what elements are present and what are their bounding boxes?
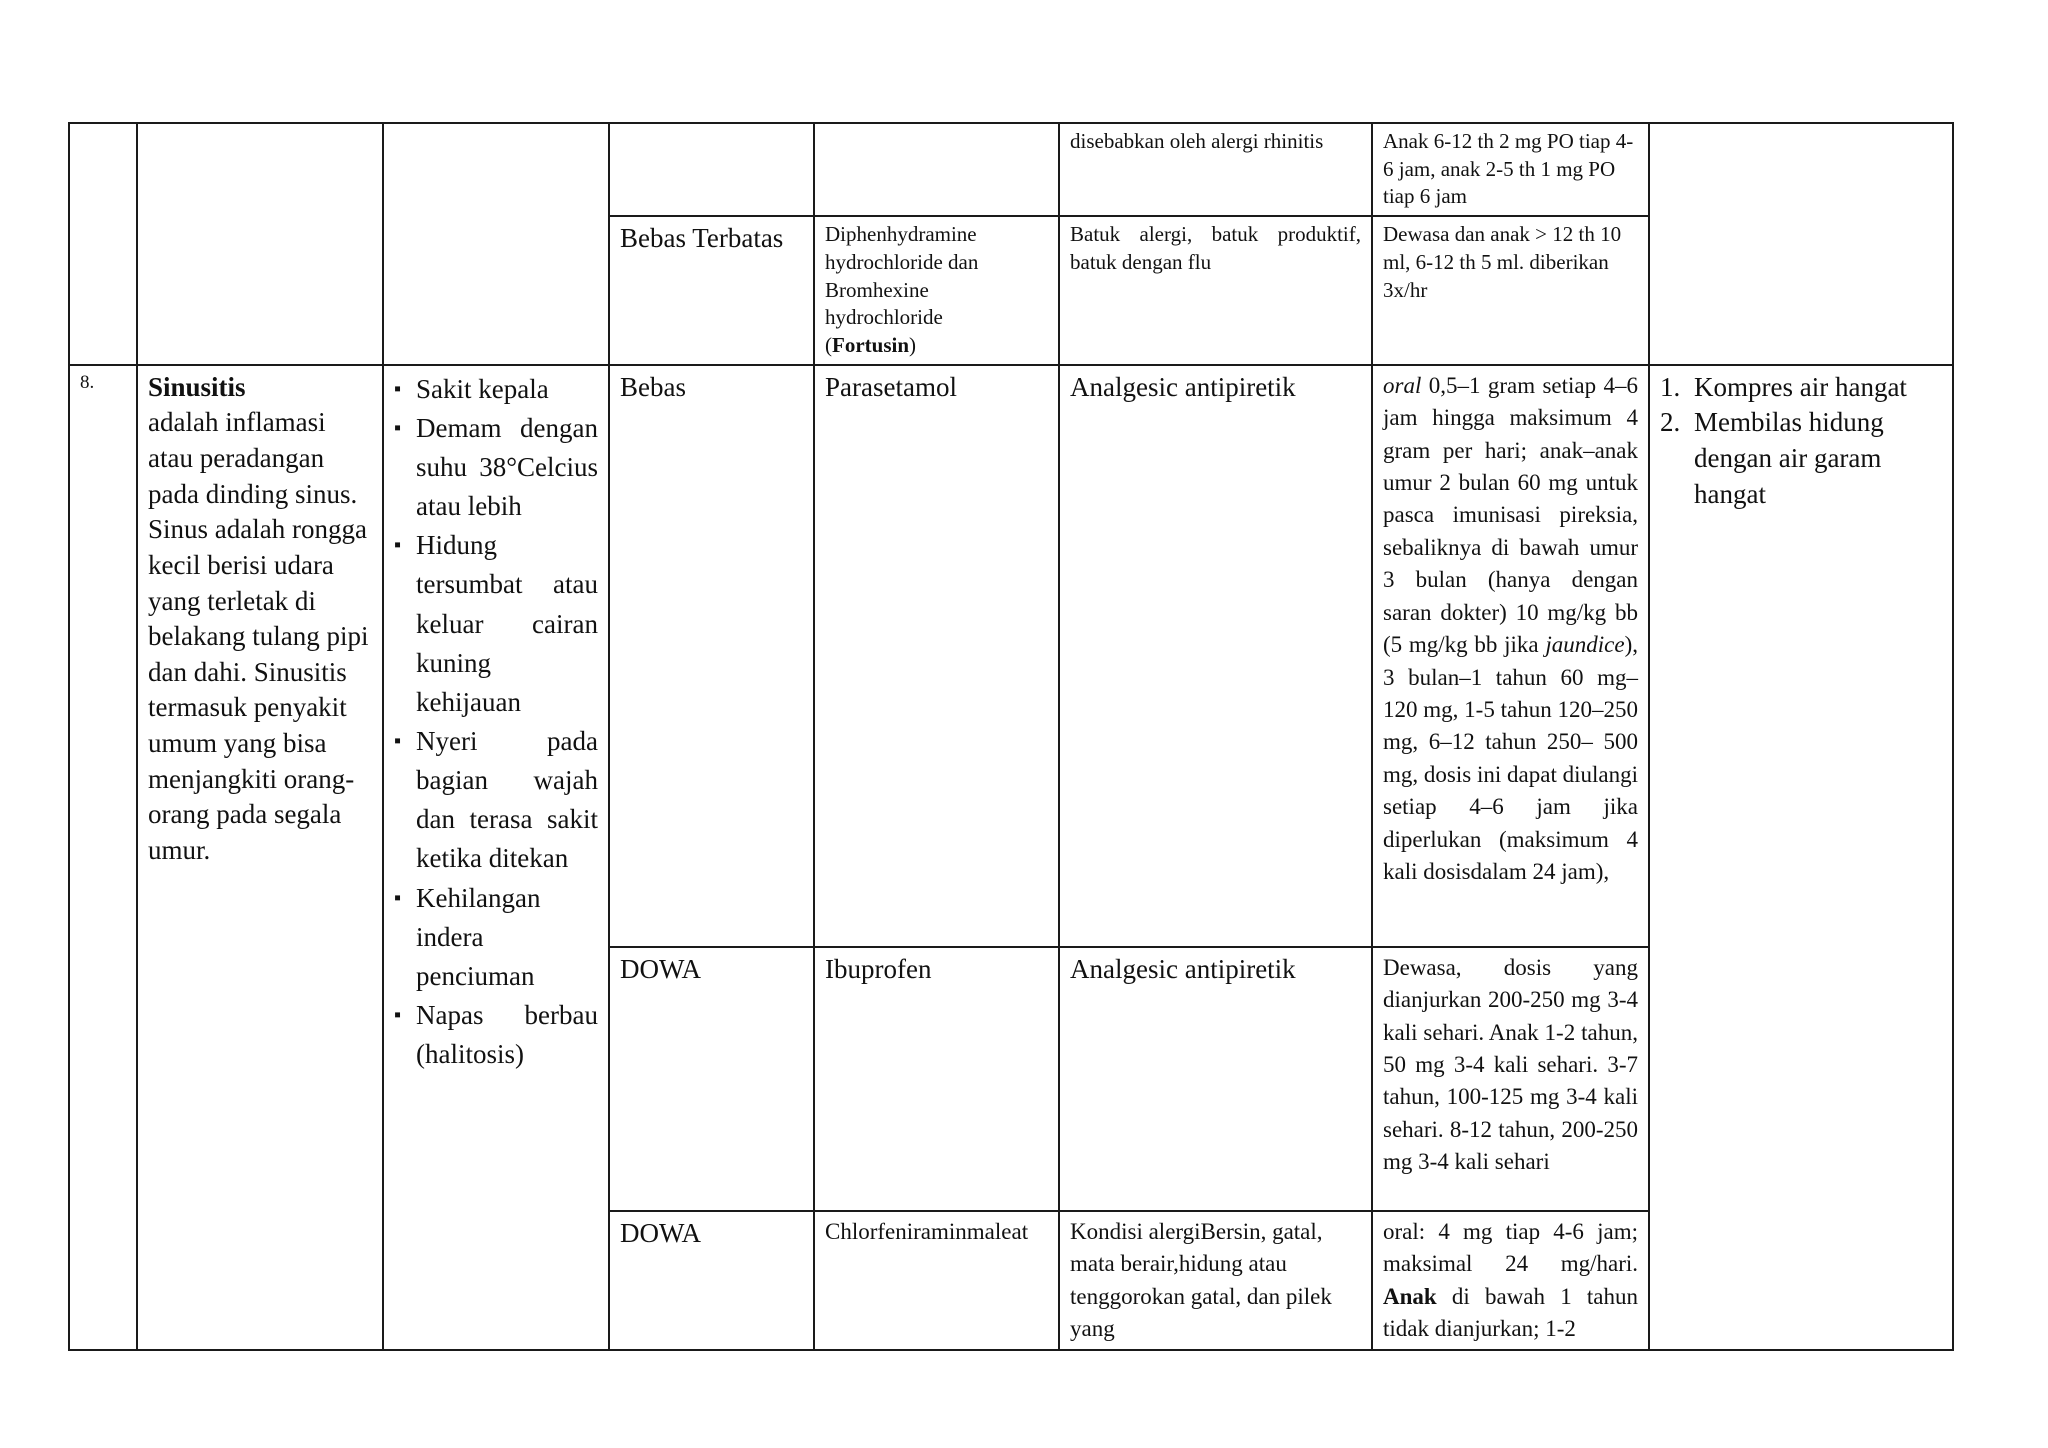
symptom-item: ▪ Demam dengan suhu 38°Celcius atau lebih [394, 409, 598, 526]
drug-name-cell: Parasetamol [814, 365, 1059, 947]
symptom-item: ▪ Nyeri pada bagian wajah dan terasa sakit ketika ditekan [394, 722, 598, 879]
indication-cell: Kondisi alergiBersin, gatal, mata berair,hidung atau tenggorokan gatal, dan pilek yang [1059, 1211, 1372, 1351]
dosage-cell [1372, 365, 1649, 947]
table-row [69, 123, 1953, 216]
dosage-route: oral [1383, 372, 1422, 398]
dosage-term: jaundice [1545, 632, 1625, 658]
dosage-cell: Anak 6-12 th 2 mg PO tiap 4-6 jam, anak 2-5 th 1 mg PO tiap 6 jam [1372, 123, 1649, 216]
symptom-list [394, 370, 598, 1075]
drug-category-cell [609, 123, 814, 216]
non-pharmacological-cell [1649, 123, 1953, 365]
dosage-label: Anak [1383, 1283, 1437, 1309]
drug-brand: (Fortusin) [825, 333, 917, 358]
table-row [69, 365, 1953, 947]
number-cell [69, 123, 137, 365]
document-page [68, 122, 1952, 1342]
indication-cell: disebabkan oleh alergi rhinitis [1059, 123, 1372, 216]
indication-cell: Analgesic antipiretik [1059, 365, 1372, 947]
symptom-item: ▪ Napas berbau (halitosis) [394, 996, 598, 1074]
drug-category-cell: Bebas [609, 365, 814, 947]
dosage-text: oral: 4 mg tiap 4-6 jam; maksimal 24 mg/hari. [1383, 1218, 1638, 1277]
dosage-text: 0,5–1 gram setiap 4–6 jam hingga maksimum 4 gram per hari; anak–anak umur 2 bulan 60 mg untuk pasca imunisasi pireksia, sebaliknya di bawah umur 3 bulan (hanya dengan saran dokter) 10 mg/kg bb (5 mg/kg bb jika [1383, 372, 1638, 658]
symptom-item: ▪ Kehilangan indera penciuman [394, 879, 598, 996]
disease-cell [137, 365, 383, 1351]
disease-cell [137, 123, 383, 365]
drug-name-cell: Chlorfeniraminmaleat [814, 1211, 1059, 1351]
row-number: 8. [69, 365, 137, 1351]
dosage-cell: Dewasa dan anak > 12 th 10 ml, 6-12 th 5 ml. diberikan 3x/hr [1372, 216, 1649, 365]
drug-name: Diphenhydramine hydrochloride dan Bromhexine hydrochloride [825, 222, 979, 330]
drug-category-cell: DOWA [609, 1211, 814, 1351]
non-pharmacological-list [1660, 370, 1942, 513]
dosage-text-continued: di bawah 1 tahun tidak dianjurkan; 1-2 [1383, 1283, 1639, 1342]
dosage-text-continued: ), 3 bulan–1 tahun 60 mg–120 mg, 1-5 tahun 120–250 mg, 6–12 tahun 250– 500 mg, dosis ini dapat diulangi setiap 4–6 jam jika diperlukan (maksimum 4 kali dosisdalam 24 jam), [1383, 632, 1638, 885]
disease-treatment-table [68, 122, 1954, 1351]
disease-name: Sinusitis [148, 371, 246, 402]
dosage-cell: Dewasa, dosis yang dianjurkan 200-250 mg 3-4 kali sehari. Anak 1-2 tahun, 50 mg 3-4 kali sehari. 3-7 tahun, 100-125 mg 3-4 kali sehari. 8-12 tahun, 200-250 mg 3-4 kali sehari [1372, 947, 1649, 1211]
indication-cell: Batuk alergi, batuk produktif, batuk dengan flu [1059, 216, 1372, 365]
symptoms-cell [383, 123, 609, 365]
symptom-item: ▪ Sakit kepala [394, 370, 598, 409]
disease-description: adalah inflamasi atau peradangan pada dinding sinus. Sinus adalah rongga kecil berisi udara yang terletak di belakang tulang pipi dan dahi. Sinusitis termasuk penyakit umum yang bisa menjangkiti orang-orang pada segala umur. [148, 407, 369, 865]
drug-name-cell [814, 216, 1059, 365]
symptoms-cell [383, 365, 609, 1351]
drug-name-cell [814, 123, 1059, 216]
symptom-item: ▪ Hidung tersumbat atau keluar cairan kuning kehijauan [394, 526, 598, 722]
drug-name-cell: Ibuprofen [814, 947, 1059, 1211]
list-item: 2. Membilas hidung dengan air garam hangat [1660, 407, 1884, 509]
non-pharmacological-cell [1649, 365, 1953, 1351]
dosage-cell [1372, 1211, 1649, 1351]
indication-cell: Analgesic antipiretik [1059, 947, 1372, 1211]
drug-category-cell: DOWA [609, 947, 814, 1211]
drug-category-cell: Bebas Terbatas [609, 216, 814, 365]
list-item: 1. Kompres air hangat [1660, 371, 1907, 402]
